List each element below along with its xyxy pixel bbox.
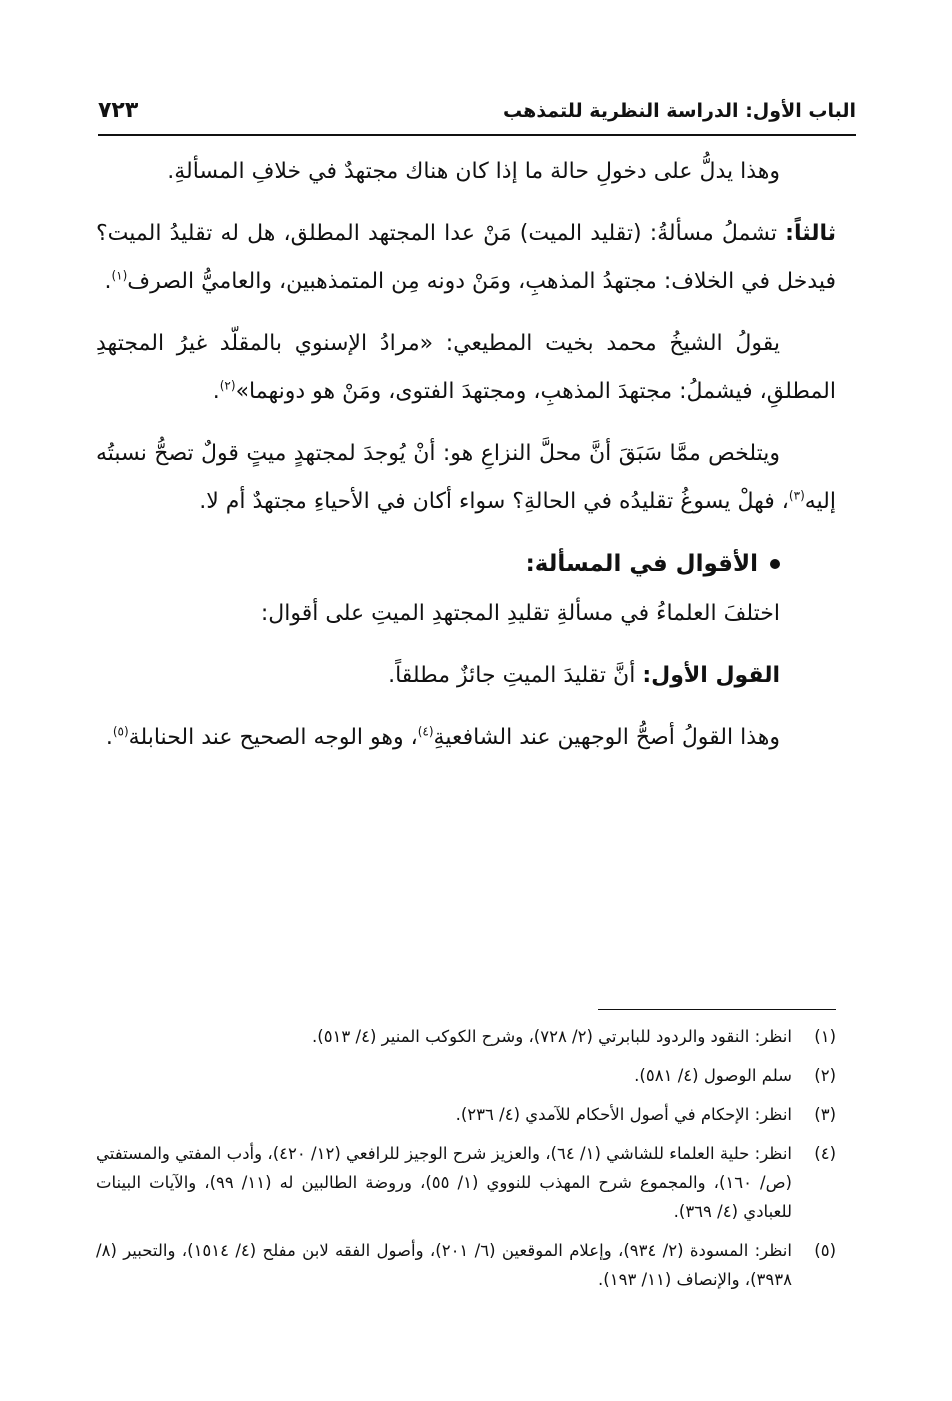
footnote-ref-3[interactable]: (٣) xyxy=(788,488,805,503)
paragraph-6-text: أنَّ تقليدَ الميتِ جائزٌ مطلقاً. xyxy=(388,663,643,688)
footnote-number: (١) xyxy=(814,1027,836,1046)
footnote-text: انظر: النقود والردود للبابرتي (٢/ ٧٢٨)، وشرح الكوكب المنير (٤/ ٥١٣). xyxy=(312,1027,792,1046)
paragraph-5 xyxy=(96,590,836,638)
footnote-item xyxy=(96,1236,836,1294)
paragraph-2-end: . xyxy=(104,269,112,294)
page-number: ٧٢٣ xyxy=(98,98,139,123)
footnote-divider xyxy=(598,1009,836,1010)
paragraph-2-lead: ثالثاً: xyxy=(785,221,836,246)
paragraph-7 xyxy=(96,714,836,762)
footnote-item xyxy=(96,1022,836,1051)
running-header xyxy=(98,96,856,132)
footnote-ref-5[interactable]: (٥) xyxy=(112,724,129,739)
footnote-number: (٥) xyxy=(814,1241,836,1260)
paragraph-2-text: تشملُ مسألةُ: (تقليد الميت) مَنْ عدا المجتهد المطلق، هل له تقليدُ الميت؟ فيدخل في الخلاف: مجتهدُ المذهبِ، ومَنْ دونه مِن المتمذهبين، والعاميُّ الصرف xyxy=(96,221,836,294)
paragraph-7-end: . xyxy=(105,725,113,750)
section-heading xyxy=(96,540,836,588)
paragraph-1-text: وهذا يدلُّ على دخولِ حالة ما إذا كان هناك مجتهدٌ في خلافِ المسألةِ. xyxy=(167,159,780,184)
bullet-icon xyxy=(770,559,780,569)
footnote-number: (٣) xyxy=(814,1105,836,1124)
footnote-text: سلم الوصول (٤/ ٥٨١). xyxy=(634,1066,792,1085)
footnote-text: انظر: المسودة (٢/ ٩٣٤)، وإعلام الموقعين (٦/ ٢٠١)، وأصول الفقه لابن مفلح (٤/ ١٥١٤)، والتحبير (٨/ ٣٩٣٨)، والإنصاف (١١/ ١٩٣). xyxy=(96,1241,792,1289)
footnote-ref-2[interactable]: (٢) xyxy=(219,378,236,393)
section-heading-text: الأقوال في المسألة: xyxy=(525,551,758,577)
footnote-item xyxy=(96,1100,836,1129)
footnote-item xyxy=(96,1061,836,1090)
main-text xyxy=(96,148,836,776)
footnote-ref-1[interactable]: (١) xyxy=(111,268,128,283)
paragraph-3 xyxy=(96,320,836,416)
paragraph-1 xyxy=(96,148,836,196)
footnote-text: انظر: الإحكام في أصول الأحكام للآمدي (٤/ ٢٣٦). xyxy=(455,1105,792,1124)
footnote-ref-4[interactable]: (٤) xyxy=(417,724,434,739)
paragraph-3-end: . xyxy=(212,379,220,404)
footnotes xyxy=(96,1022,836,1304)
header-divider xyxy=(98,134,856,136)
paragraph-7-text-b: ، وهو الوجه الصحيح عند الحنابلة xyxy=(128,725,418,750)
footnote-text: انظر: حلية العلماء للشاشي (١/ ٦٤)، والعزيز شرح الوجيز للرافعي (١٢/ ٤٢٠)، وأدب المفتي والمستفتي (ص/ ١٦٠)، والمجموع شرح المهذب للنووي (١/ ٥٥)، وروضة الطالبين له (١١/ ٩٩)، والآيات البينات للعبادي (٤/ ٣٦٩). xyxy=(96,1144,793,1221)
footnote-item xyxy=(96,1139,836,1226)
paragraph-3-text: يقولُ الشيخُ محمد بخيت المطيعي: «مرادُ الإسنوي بالمقلّد غيرُ المجتهدِ المطلقِ، فيشملُ: مجتهدَ المذهبِ، ومجتهدَ الفتوى، ومَنْ هو دونهما» xyxy=(96,331,836,404)
running-title: الباب الأول: الدراسة النظرية للتمذهب xyxy=(503,100,856,122)
paragraph-6-lead: القول الأول: xyxy=(642,663,780,688)
paragraph-4-text-b: ، فهلْ يسوغُ تقليدُه في الحالةِ؟ سواء أكان في الأحياءِ مجتهدٌ أم لا. xyxy=(199,489,789,514)
paragraph-4-text-a: ويتلخص ممَّا سَبَقَ أنَّ محلَّ النزاعِ هو: أنْ يُوجدَ لمجتهدٍ ميتٍ قولٌ تصحُّ نسبتُه إليه xyxy=(96,441,836,514)
paragraph-2 xyxy=(96,210,836,306)
paragraph-5-text: اختلفَ العلماءُ في مسألةِ تقليدِ المجتهدِ الميتِ على أقوال: xyxy=(260,601,780,626)
footnote-number: (٢) xyxy=(814,1066,836,1085)
paragraph-4 xyxy=(96,430,836,526)
paragraph-7-text-a: وهذا القولُ أصحُّ الوجهين عند الشافعيةِ xyxy=(433,725,780,750)
paragraph-6 xyxy=(96,652,836,700)
footnote-number: (٤) xyxy=(814,1144,836,1163)
